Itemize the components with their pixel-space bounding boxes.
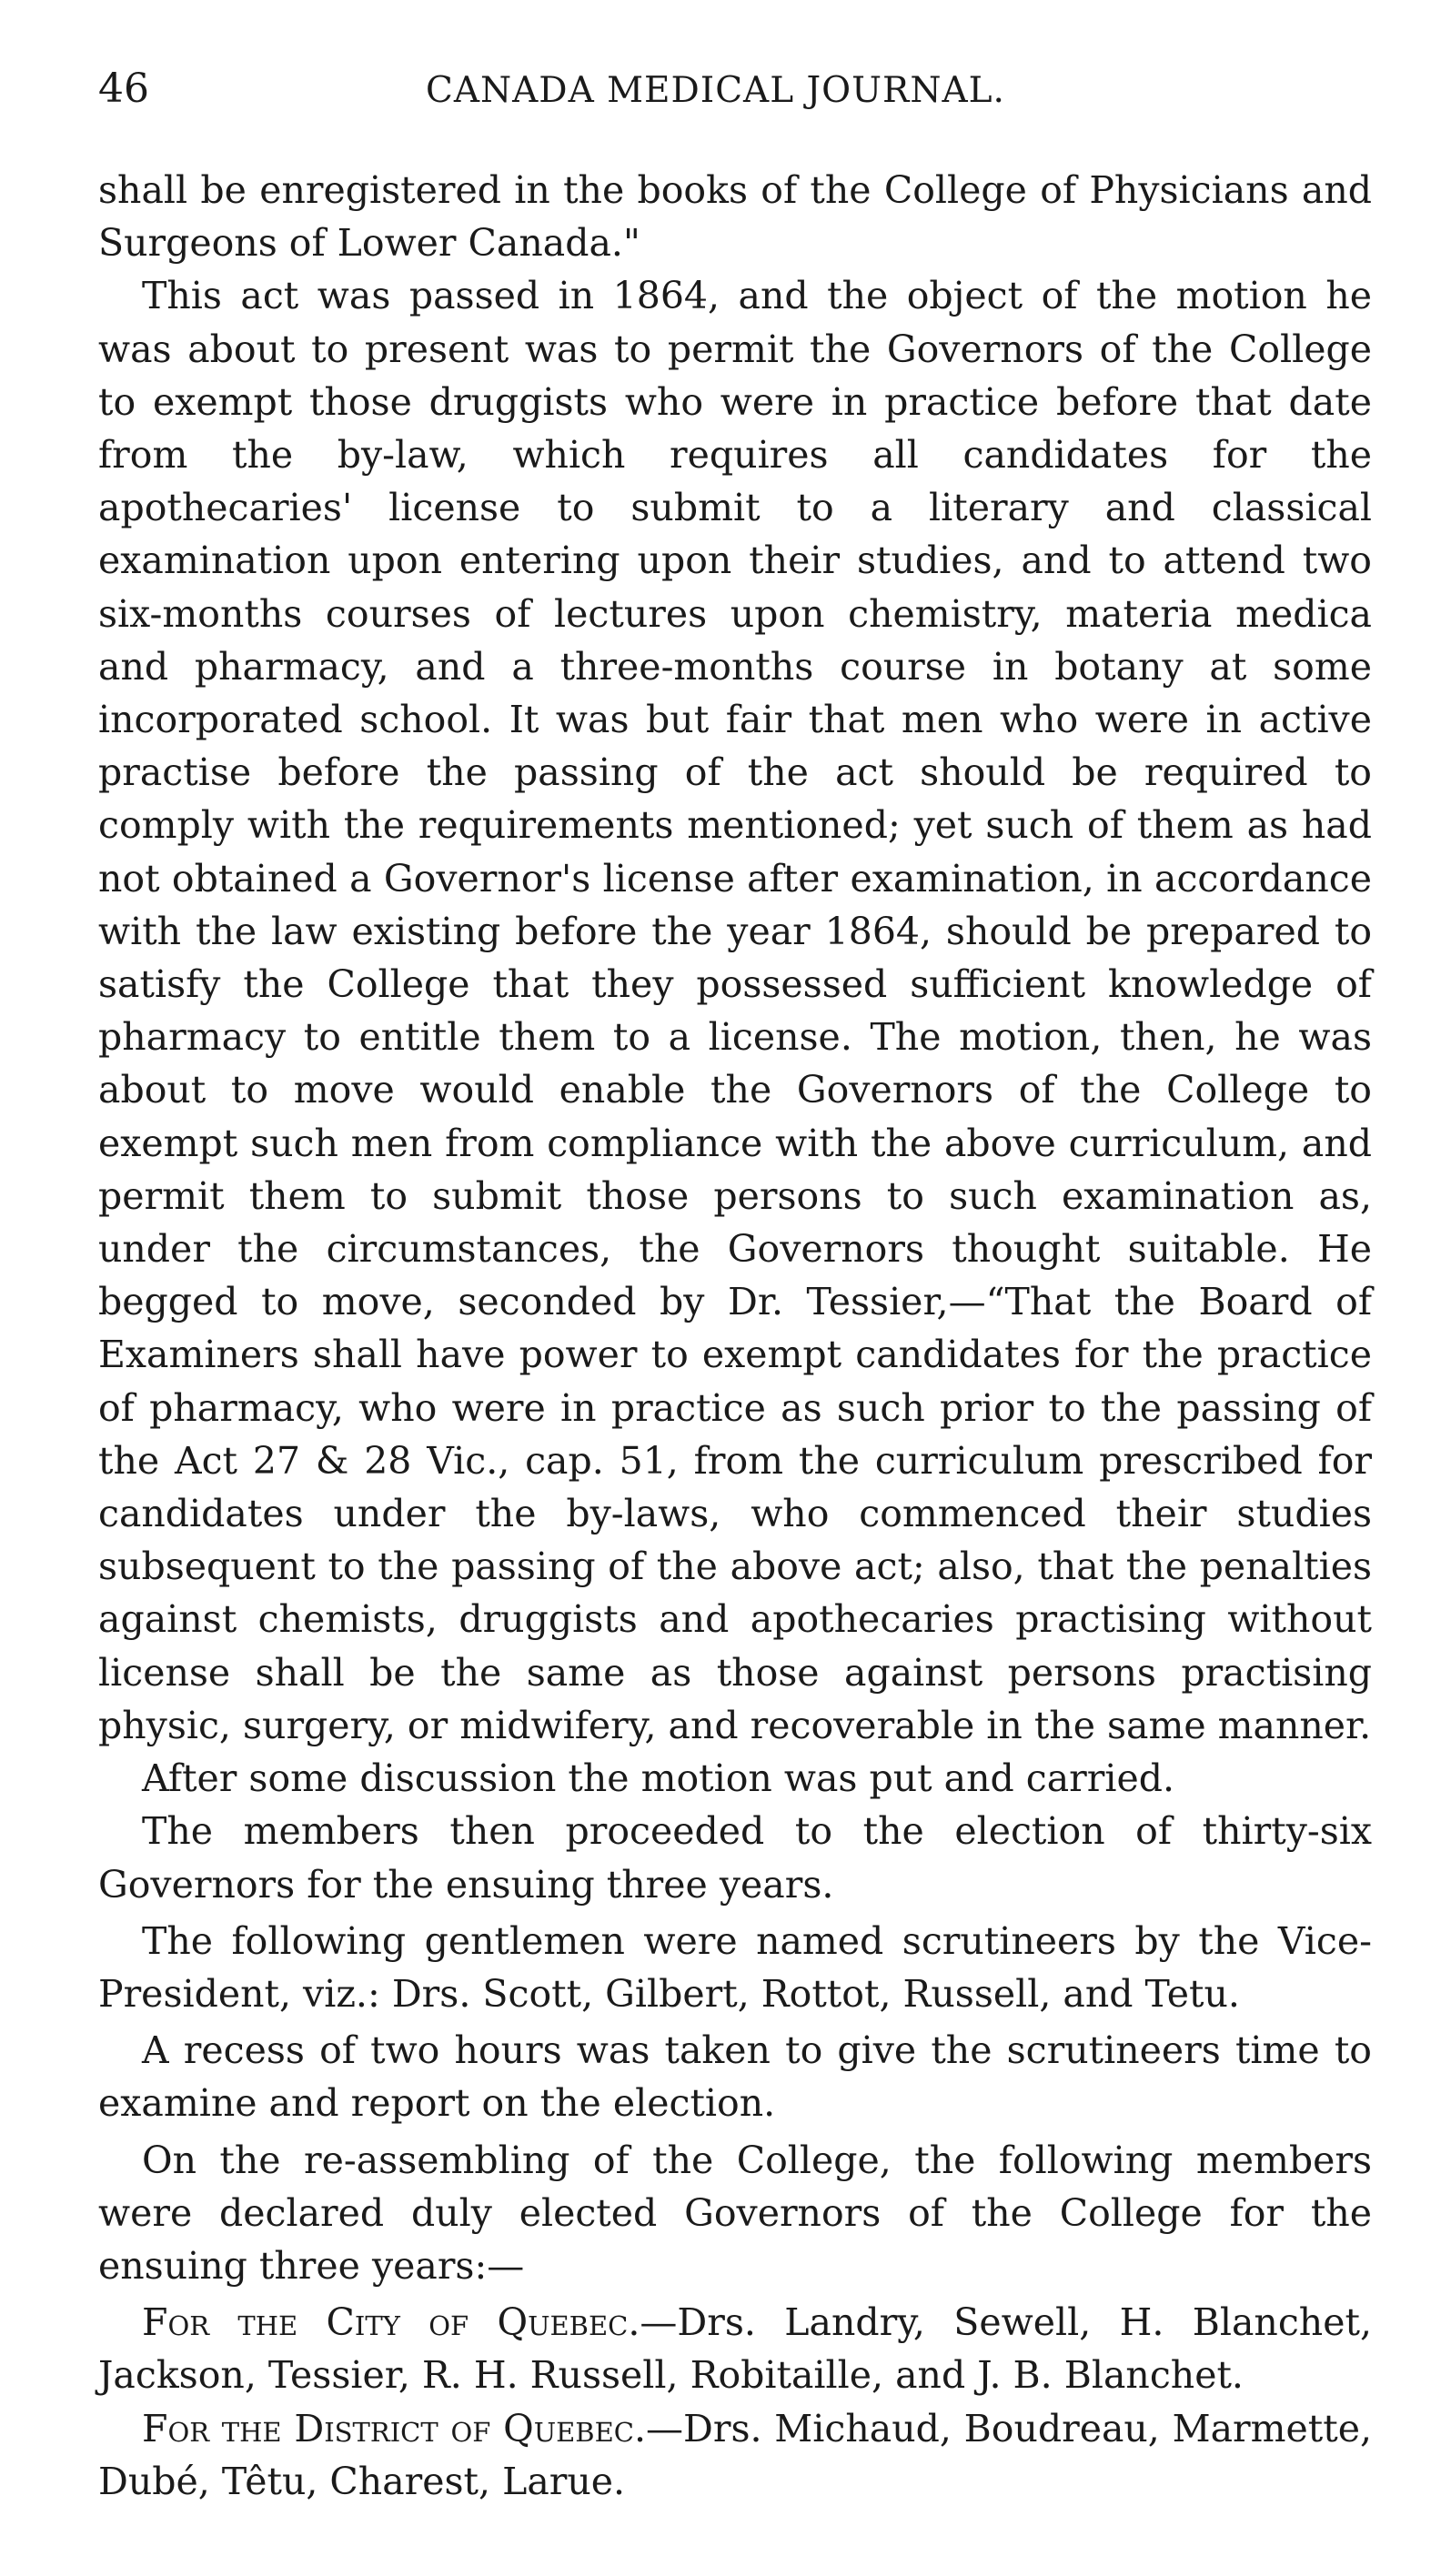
paragraph: A recess of two hours was taken to give the scrutineers time to examine and report on the election. [98, 2028, 1372, 2126]
paragraph: After some discussion the motion was put and carried. [142, 1756, 1175, 1801]
journal-page [98, 65, 1372, 2508]
article-body [98, 164, 1372, 2508]
paragraph: On the re-assembling of the College, the following members were declared duly elected Governors of the College for the ensuing three years:— [98, 2138, 1372, 2288]
election-names: —Drs. Michaud, Boudreau, Marmette, Dubé, Têtu, Charest, Larue. [98, 2406, 1373, 2503]
election-entry [98, 2402, 1372, 2508]
paragraph: This act was passed in 1864, and the object of the motion he was about to present was to permit the Governors of the College to exempt those druggists who were in practice before that date from the by-law, which requires all candidates for the apothecaries' license to submit to a literary and classical examination upon entering upon their studies, and to attend two six-months courses of lectures upon chemistry, materia medica and pharmacy, and a three-months course in botany at some incorporated school. It was but fair that men who were in active practise before the passing of the act should be required to comply with the requirements mentioned; yet such of them as had not obtained a Governor's license after examination, in accordance with the law existing before the year 1864, should be prepared to satisfy the College that they possessed sufficient knowledge of pharmacy to entitle them to a license. The motion, then, he was about to move would enable the Governors of the College to exempt such men from compliance with the above curriculum, and permit them to submit those persons to such examination as, under the circumstances, the Governors thought suitable. He begged to move, seconded by Dr. Tessier,—“That the Board of Examiners shall have power to exempt candidates for the practice of pharmacy, who were in practice as such prior to the passing of the Act 27 & 28 Vic., cap. 51, from the curriculum prescribed for candidates under the by-laws, who commenced their studies subsequent to the passing of the above act; also, that the penalties against chemists, druggists and apothecaries practising without license shall be the same as those against persons practising physic, surgery, or midwifery, and recoverable in the same manner. [98, 274, 1372, 1747]
election-heading: For the District of Quebec. [142, 2406, 647, 2450]
election-entry [98, 2296, 1372, 2401]
paragraph: The members then proceeded to the election of thirty-six Governors for the ensuing three years. [98, 1809, 1372, 1907]
paragraph: shall be enregistered in the books of the College of Physicians and Surgeons of Lower Canada." [98, 168, 1372, 266]
page-number: 46 [98, 65, 149, 112]
page-header [98, 65, 1372, 131]
election-heading: For the City of Quebec. [142, 2300, 640, 2345]
paragraph: The following gentlemen were named scrutineers by the Vice-President, viz.: Drs. Scott, Gilbert, Rottot, Russell, and Tetu. [98, 1918, 1372, 2016]
running-head: CANADA MEDICAL JOURNAL. [426, 70, 1005, 111]
election-names: —Drs. Landry, Sewell, H. Blanchet, Jackson, Tessier, R. H. Russell, Robitaille, and J. B. Blanchet. [98, 2300, 1372, 2398]
